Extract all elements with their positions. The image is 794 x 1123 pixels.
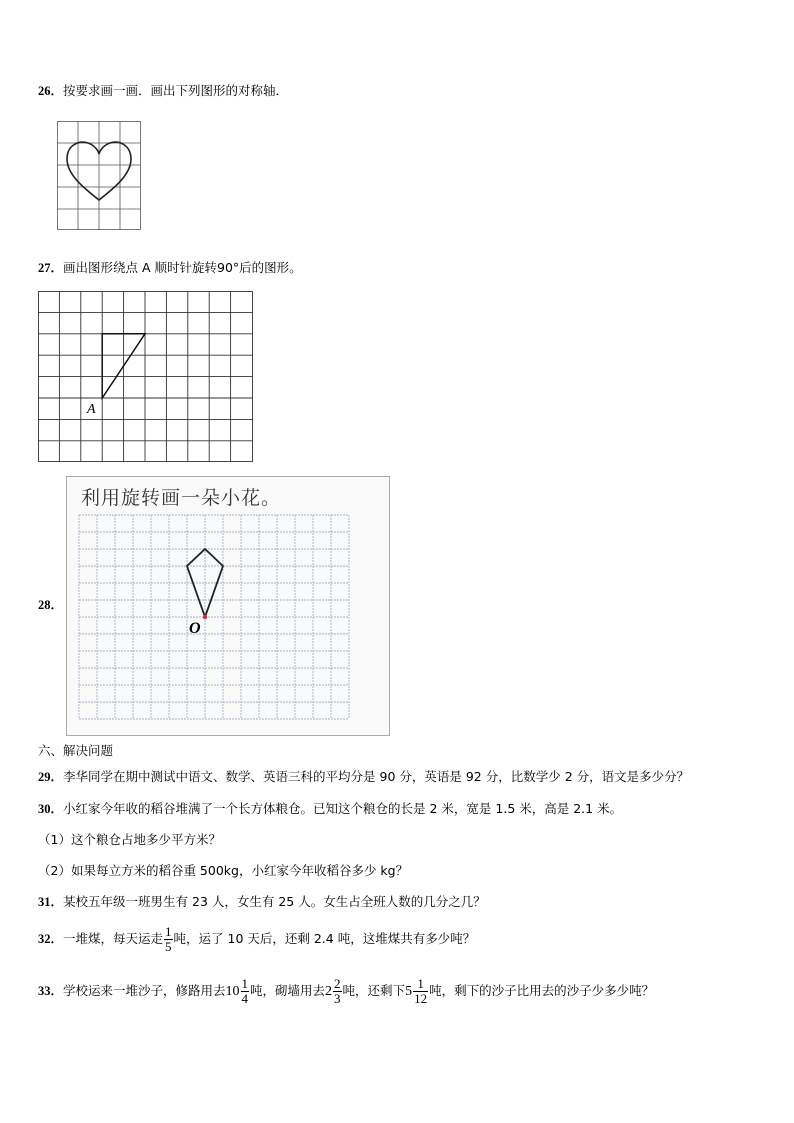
figure-title: 利用旋转画一朵小花。 (81, 487, 282, 509)
question-text: 画出图形绕点 A 顺时针旋转90°后的图形。 (63, 260, 302, 275)
question-number: 29． (38, 770, 64, 784)
question-text: 某校五年级一班男生有 23 人，女生有 25 人。女生占全班人数的几分之几？ (63, 894, 486, 909)
question-number: 30． (38, 802, 64, 816)
flower-grid (79, 515, 375, 723)
question-29 (38, 768, 689, 786)
point-a-label: A (87, 402, 96, 417)
rotation-center-point (203, 615, 207, 619)
fraction: $\frac{1}{12}$ (414, 976, 428, 1006)
mixed-number-whole: 10 (225, 983, 240, 999)
fraction: $\frac{1}{5}$ (165, 924, 172, 954)
fraction: $\frac{1}{4}$ (241, 976, 249, 1006)
question-number: 26． (38, 84, 64, 98)
point-o-label: O (189, 620, 201, 637)
question-26 (38, 82, 288, 100)
fraction: $\frac{2}{3}$ (334, 976, 341, 1006)
heart-grid-figure (57, 121, 141, 231)
question-30 (38, 800, 622, 818)
question-text-part: 吨，还剩下 (342, 983, 406, 998)
mixed-number-whole: 2 (325, 983, 333, 999)
question-31 (38, 893, 486, 911)
question-28 (38, 596, 63, 614)
question-text-part: 一堆煤，每天运走 (63, 931, 164, 946)
question-text: 李华同学在期中测试中语文、数学、英语三科的平均分是 90 分，英语是 92 分，比数学少 2 分，语文是多少分？ (63, 769, 690, 784)
question-number: 32． (38, 932, 64, 946)
question-number: 28． (38, 598, 64, 612)
question-33 (38, 974, 654, 1009)
question-text: 按要求画一画．画出下列图形的对称轴． (63, 83, 289, 98)
question-30-sub-1: （1）这个粮仓占地多少平方米？ (38, 832, 221, 847)
question-number: 33． (38, 984, 64, 998)
rotation-grid-figure (38, 291, 254, 463)
question-number: 27． (38, 261, 64, 275)
question-text: 小红家今年收的稻谷堆满了一个长方体粮仓。已知这个粮仓的长是 2 米，宽是 1.5 米，高是 2.1 米。 (63, 801, 623, 816)
question-text-part: 吨，剩下的沙子比用去的沙子少多少吨？ (429, 983, 655, 998)
section-title: 六、解决问题 (38, 743, 114, 758)
mixed-number-whole: 5 (405, 983, 413, 999)
question-number: 31． (38, 895, 64, 909)
question-text-part: 吨，运了 10 天后，还剩 2.4 吨，这堆煤共有多少吨？ (173, 931, 476, 946)
question-text-part: 吨，砌墙用去 (250, 983, 326, 998)
flower-rotation-figure (66, 476, 390, 736)
question-27 (38, 259, 302, 277)
question-text-part: 学校运来一堆沙子，修路用去 (63, 983, 226, 998)
question-30-sub-2: （2）如果每立方米的稻谷重 500kg，小红家今年收稻谷多少 kg？ (38, 863, 409, 878)
question-32 (38, 922, 475, 956)
